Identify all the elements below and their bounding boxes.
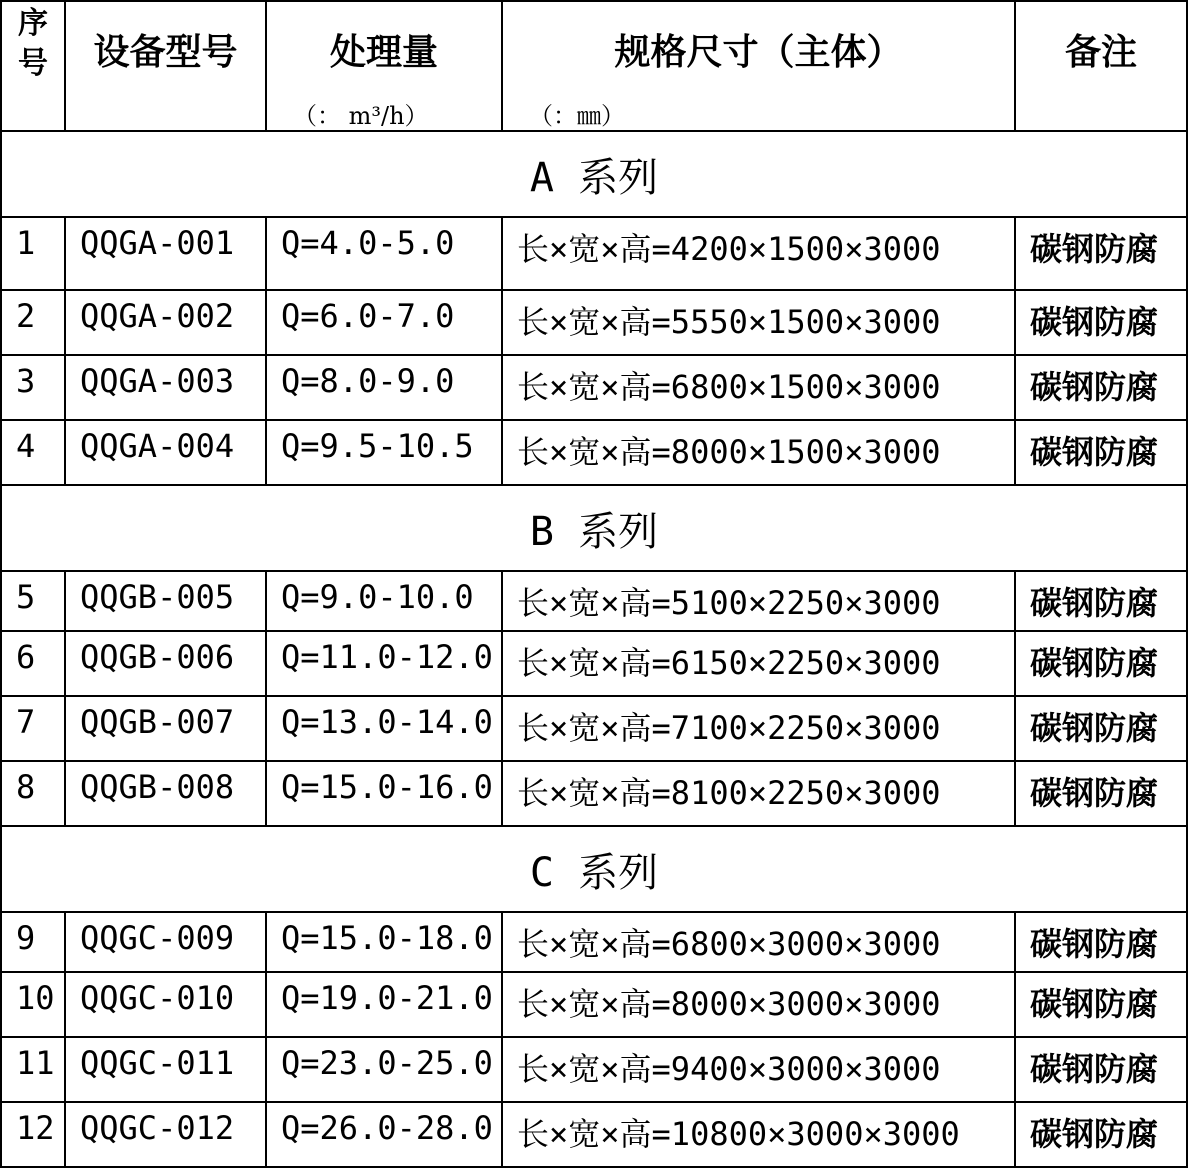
model-number: QQGA-004 [65, 420, 266, 485]
dimensions-value: 长×宽×高=5550×1500×3000 [502, 290, 1015, 355]
table-row [1, 571, 1187, 631]
row-number: 8 [1, 761, 65, 826]
model-number: QQGA-003 [65, 355, 266, 420]
table-row [1, 217, 1187, 290]
header-cell-size [502, 1, 1015, 131]
header-cell-capacity [266, 1, 502, 131]
capacity-value: Q=23.0-25.0 [266, 1037, 502, 1102]
table-row [1, 631, 1187, 696]
remark-value: 碳钢防腐 [1015, 217, 1187, 290]
capacity-value: Q=4.0-5.0 [266, 217, 502, 290]
header-size-unit: （：㎜） [529, 102, 625, 130]
header-size-label: 规格尺寸（主体） [614, 31, 903, 73]
header-cell-model [65, 1, 266, 131]
model-number: QQGB-005 [65, 571, 266, 631]
row-number: 6 [1, 631, 65, 696]
remark-value: 碳钢防腐 [1015, 912, 1187, 972]
remark-value: 碳钢防腐 [1015, 420, 1187, 485]
remark-value: 碳钢防腐 [1015, 631, 1187, 696]
dimensions-value: 长×宽×高=8000×3000×3000 [502, 972, 1015, 1037]
model-number: QQGB-006 [65, 631, 266, 696]
row-number: 5 [1, 571, 65, 631]
row-number: 10 [1, 972, 65, 1037]
table-row [1, 1037, 1187, 1102]
table-row [1, 355, 1187, 420]
series-title: A 系列 [1, 131, 1187, 217]
table-row [1, 290, 1187, 355]
model-number: QQGC-011 [65, 1037, 266, 1102]
model-number: QQGC-010 [65, 972, 266, 1037]
remark-value: 碳钢防腐 [1015, 1102, 1187, 1167]
model-number: QQGC-009 [65, 912, 266, 972]
remark-value: 碳钢防腐 [1015, 355, 1187, 420]
table-row [1, 761, 1187, 826]
dimensions-value: 长×宽×高=6800×1500×3000 [502, 355, 1015, 420]
series-header-row [1, 826, 1187, 912]
row-number: 3 [1, 355, 65, 420]
table-row [1, 420, 1187, 485]
remark-value: 碳钢防腐 [1015, 696, 1187, 761]
table-row [1, 972, 1187, 1037]
header-cell-note [1015, 1, 1187, 131]
row-number: 2 [1, 290, 65, 355]
capacity-value: Q=13.0-14.0 [266, 696, 502, 761]
series-title: C 系列 [1, 826, 1187, 912]
header-cell-no [1, 1, 65, 131]
dimensions-value: 长×宽×高=9400×3000×3000 [502, 1037, 1015, 1102]
model-number: QQGA-002 [65, 290, 266, 355]
model-number: QQGA-001 [65, 217, 266, 290]
table-row [1, 696, 1187, 761]
dimensions-value: 长×宽×高=6150×2250×3000 [502, 631, 1015, 696]
series-title: B 系列 [1, 485, 1187, 571]
row-number: 11 [1, 1037, 65, 1102]
model-number: QQGB-008 [65, 761, 266, 826]
header-capacity-unit: （： m³/h） [293, 102, 429, 130]
header-row [1, 1, 1187, 131]
dimensions-value: 长×宽×高=6800×3000×3000 [502, 912, 1015, 972]
header-no-label: 序 号 [18, 6, 48, 81]
row-number: 9 [1, 912, 65, 972]
series-header-row [1, 485, 1187, 571]
remark-value: 碳钢防腐 [1015, 290, 1187, 355]
table-row [1, 912, 1187, 972]
dimensions-value: 长×宽×高=8000×1500×3000 [502, 420, 1015, 485]
dimensions-value: 长×宽×高=4200×1500×3000 [502, 217, 1015, 290]
row-number: 12 [1, 1102, 65, 1167]
capacity-value: Q=15.0-18.0 [266, 912, 502, 972]
row-number: 7 [1, 696, 65, 761]
capacity-value: Q=9.0-10.0 [266, 571, 502, 631]
header-note-label: 备注 [1064, 31, 1137, 73]
capacity-value: Q=8.0-9.0 [266, 355, 502, 420]
row-number: 4 [1, 420, 65, 485]
capacity-value: Q=6.0-7.0 [266, 290, 502, 355]
header-model-label: 设备型号 [93, 31, 238, 73]
capacity-value: Q=9.5-10.5 [266, 420, 502, 485]
remark-value: 碳钢防腐 [1015, 972, 1187, 1037]
dimensions-value: 长×宽×高=8100×2250×3000 [502, 761, 1015, 826]
header-capacity-label: 处理量 [329, 31, 438, 73]
remark-value: 碳钢防腐 [1015, 1037, 1187, 1102]
capacity-value: Q=19.0-21.0 [266, 972, 502, 1037]
series-header-row [1, 131, 1187, 217]
remark-value: 碳钢防腐 [1015, 761, 1187, 826]
remark-value: 碳钢防腐 [1015, 571, 1187, 631]
capacity-value: Q=15.0-16.0 [266, 761, 502, 826]
dimensions-value: 长×宽×高=10800×3000×3000 [502, 1102, 1015, 1167]
capacity-value: Q=11.0-12.0 [266, 631, 502, 696]
model-number: QQGC-012 [65, 1102, 266, 1167]
model-number: QQGB-007 [65, 696, 266, 761]
dimensions-value: 长×宽×高=7100×2250×3000 [502, 696, 1015, 761]
dimensions-value: 长×宽×高=5100×2250×3000 [502, 571, 1015, 631]
capacity-value: Q=26.0-28.0 [266, 1102, 502, 1167]
row-number: 1 [1, 217, 65, 290]
table-row [1, 1102, 1187, 1167]
